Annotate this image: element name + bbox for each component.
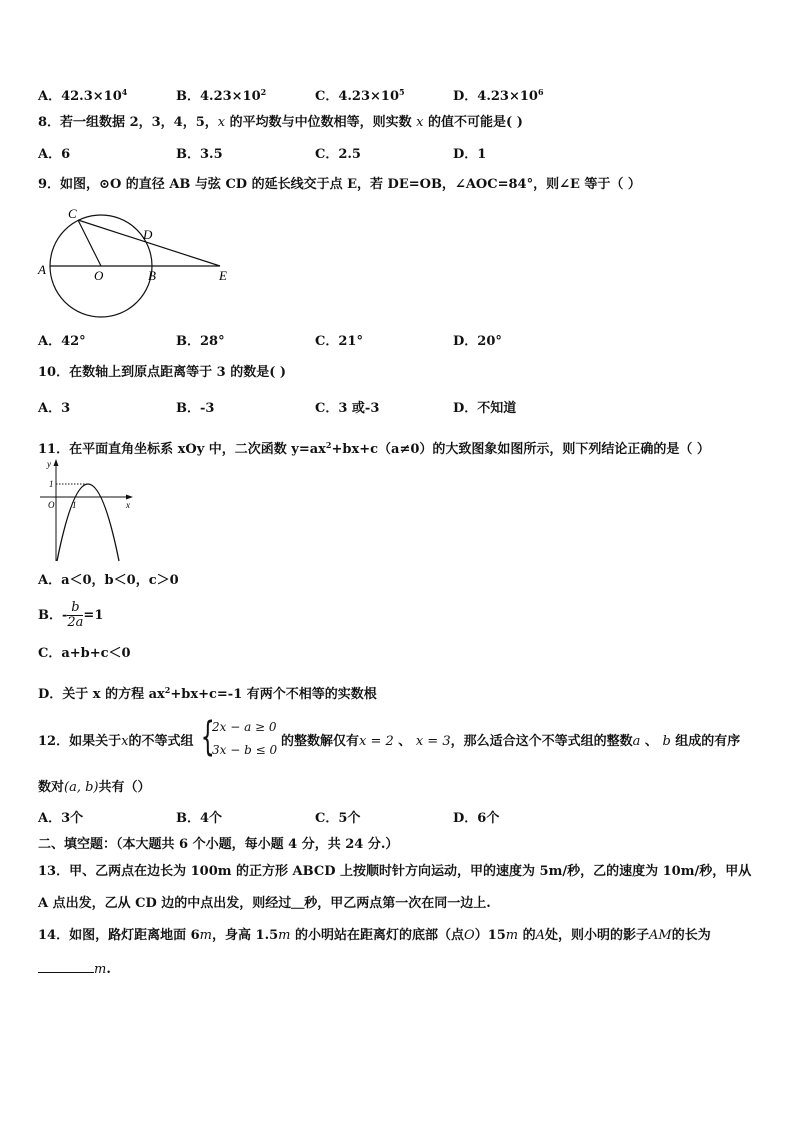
q12-option-d: D．6个 bbox=[453, 811, 500, 826]
q8-option-a: A．6 bbox=[38, 147, 71, 162]
q9-option-c: C．21° bbox=[315, 334, 363, 349]
q11-parabola-figure bbox=[36, 457, 136, 565]
label-a: A bbox=[38, 262, 46, 277]
q7-option-b: B．$4.23\times 10^2$ bbox=[176, 87, 267, 104]
q7-option-d: D．$4.23\times 10^6$ bbox=[453, 87, 544, 104]
q12-option-a: A．3个 bbox=[38, 811, 84, 826]
inequality-1: 2x − a ≥ 0 bbox=[212, 720, 277, 734]
q13-stem-line2: A 点出发，乙从 CD 边的中点出发，则经过＿秒，甲乙两点第一次在同一边上. bbox=[38, 896, 491, 911]
q10-option-d: D．不知道 bbox=[453, 401, 517, 416]
q9-stem: 9．如图，⊙O 的直径 AB 与弦 CD 的延长线交于点 E，若 DE=OB，∠AOC=84°，则∠E 等于（ ） bbox=[38, 177, 641, 192]
label-x: x bbox=[126, 500, 130, 510]
q10-option-b: B．-3 bbox=[176, 401, 215, 416]
q11-stem: 11．在平面直角坐标系 xOy 中，二次函数 $y=ax^2+bx+c(a\ne 0)$的大致图象如图所示，则下列结论正确的是（ ） bbox=[38, 440, 710, 457]
label-d: D bbox=[143, 227, 153, 242]
x-axis-arrow bbox=[126, 495, 133, 500]
q8-stem: 8．若一组数据 2，3，4，5，x 的平均数与中位数相等，则实数 x 的值不可能是( ) bbox=[38, 115, 523, 130]
q9-option-b: B．28° bbox=[176, 334, 225, 349]
q8-option-d: D．1 bbox=[453, 147, 487, 162]
system-brace: { bbox=[200, 714, 215, 760]
q11-option-d: D．关于 x 的方程 $ax^2+bx+c=-1$ 有两个不相等的实数根 bbox=[38, 685, 377, 702]
q12-stem-line1-a: 12．如果关于x的不等式组 bbox=[38, 734, 194, 749]
answer-blank[interactable] bbox=[38, 960, 94, 973]
q12-stem-line2: 数对(a, b)共有（） bbox=[38, 780, 151, 795]
q12-stem-line1-b: 的整数解仅有x = 2 、 x = 3，那么适合这个不等式组的整数a 、 b 组成的有序 bbox=[281, 734, 741, 749]
y-axis-arrow bbox=[54, 459, 59, 466]
q10-option-a: A．3 bbox=[38, 401, 71, 416]
q8-option-b: B．3.5 bbox=[176, 147, 223, 162]
q14-stem-line1: 14．如图，路灯距离地面 6m，身高 1.5m 的小明站在距离灯的底部（点O）15m 的A处，则小明的影子AM的长为 bbox=[38, 928, 711, 943]
q11-option-a: A．a＜0，b＜0，c＞0 bbox=[38, 573, 179, 588]
label-c: C bbox=[68, 206, 77, 221]
q12-option-c: C．5个 bbox=[315, 811, 361, 826]
q11-option-b: B．- $\frac{b}{2a}$ =1 bbox=[38, 600, 104, 630]
q9-option-d: D．20° bbox=[453, 334, 502, 349]
inequality-2: 3x − b ≤ 0 bbox=[212, 743, 278, 757]
label-y: y bbox=[47, 459, 51, 469]
label-one-x: 1 bbox=[72, 500, 77, 510]
label-o: O bbox=[94, 268, 104, 283]
q8-option-c: C．2.5 bbox=[315, 147, 361, 162]
q10-option-c: C．3 或-3 bbox=[315, 401, 380, 416]
fraction-b-over-2a: $\frac{b}{2a}$ bbox=[67, 600, 84, 630]
section-heading-fill-in: 二、填空题：（本大题共 6 个小题，每小题 4 分，共 24 分.） bbox=[38, 837, 399, 852]
parabola-curve bbox=[57, 484, 119, 561]
label-one-y: 1 bbox=[49, 479, 54, 489]
q11-option-c: C．a+b+c＜0 bbox=[38, 646, 131, 661]
q7-option-c: C．$4.23\times 10^5$ bbox=[315, 87, 405, 104]
q13-stem-line1: 13．甲、乙两点在边长为 100m 的正方形 ABCD 上按顺时针方向运动，甲的速度为 5m/秒，乙的速度为 10m/秒，甲从 bbox=[38, 864, 752, 879]
label-o: O bbox=[48, 500, 55, 510]
q9-option-a: A．42° bbox=[38, 334, 86, 349]
q9-circle-figure bbox=[30, 202, 240, 322]
q7-option-a: A．$42.3\times 10^4$ bbox=[38, 87, 128, 104]
q10-stem: 10．在数轴上到原点距离等于 3 的数是( ) bbox=[38, 365, 287, 380]
q12-option-b: B．4个 bbox=[176, 811, 223, 826]
label-b: B bbox=[148, 268, 156, 283]
label-e: E bbox=[219, 268, 227, 283]
q14-stem-line2: m. bbox=[38, 960, 111, 978]
